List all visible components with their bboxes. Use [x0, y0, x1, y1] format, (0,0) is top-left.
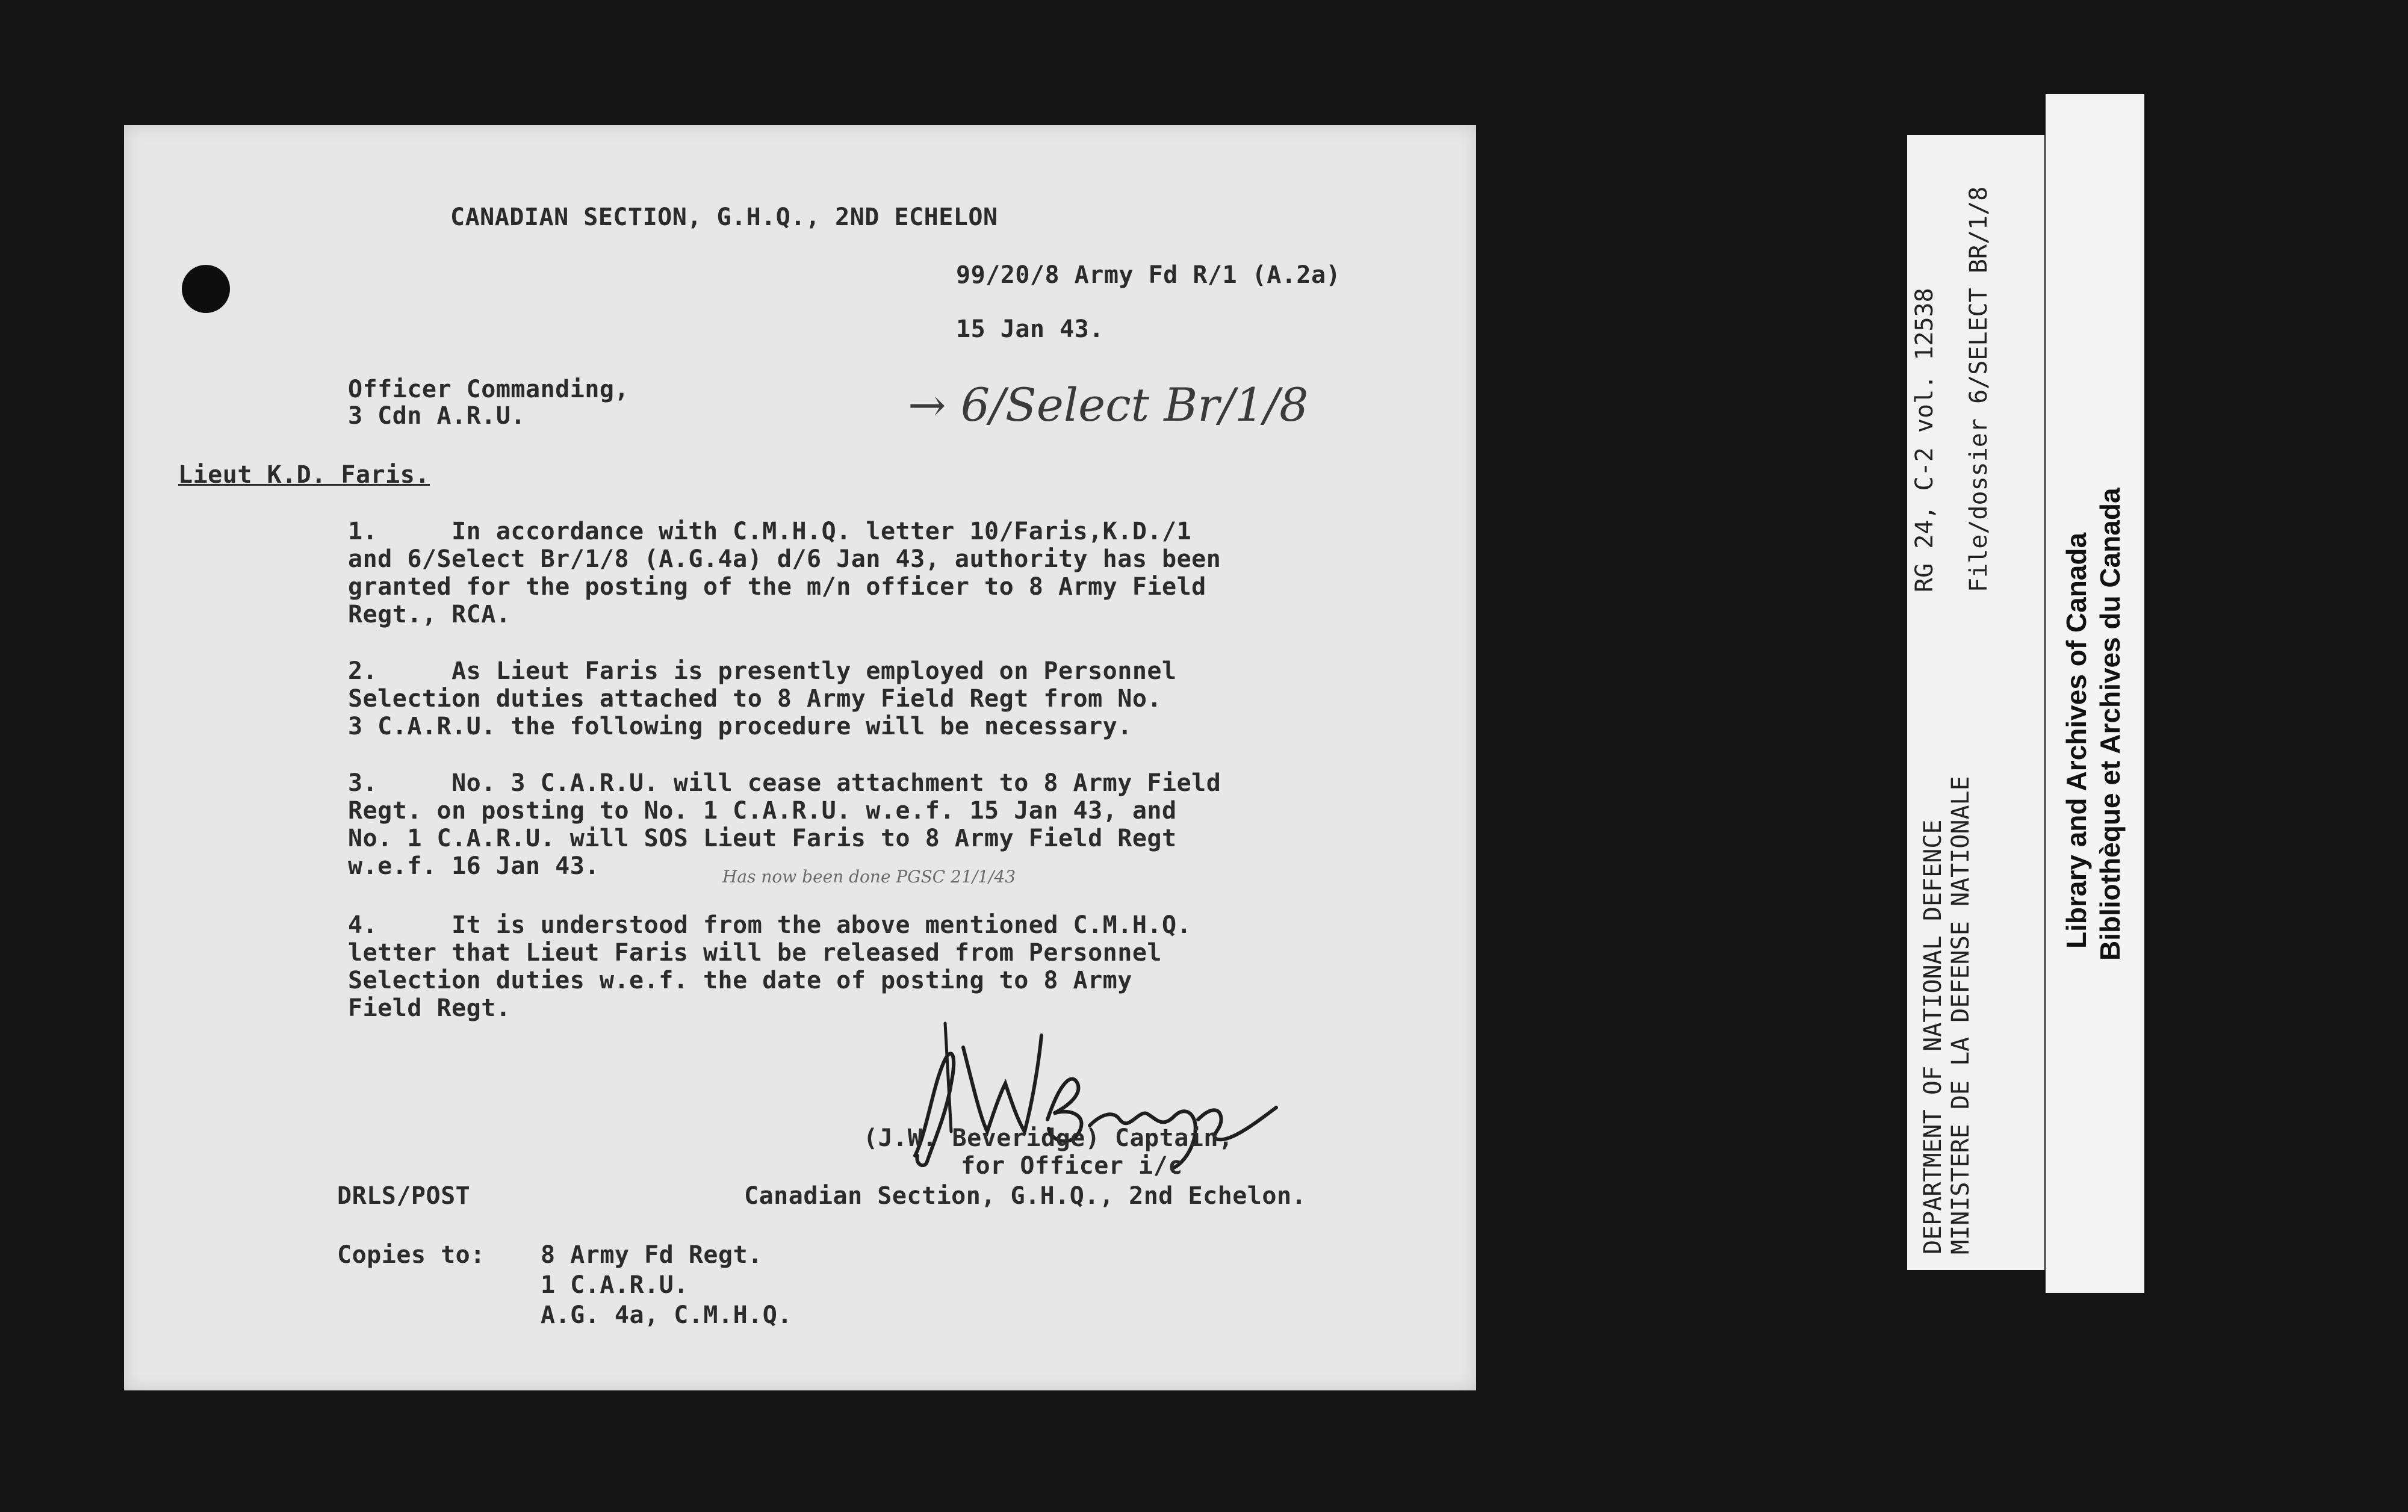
signature-organization: Canadian Section, G.H.Q., 2nd Echelon. [744, 1182, 1307, 1210]
paragraph-4-line-1: 4. It is understood from the above mentioned C.M.H.Q. [348, 911, 1192, 939]
lac-label-french: Bibliothèque et Archives du Canada [2094, 488, 2126, 961]
paragraph-2-line-2: Selection duties attached to 8 Army Field Regt from No. [348, 685, 1162, 713]
archive-label-file: File/dossier 6/SELECT BR/1/8 [1965, 186, 1993, 592]
addressee-line-2: 3 Cdn A.R.U. [348, 402, 526, 430]
archive-label-record-group: RG 24, C-2 vol. 12538 [1911, 288, 1938, 592]
copies-item-1: 8 Army Fd Regt. [541, 1241, 763, 1269]
paragraph-3-line-3: No. 1 C.A.R.U. will SOS Lieut Faris to 8 Army Field Regt [348, 825, 1177, 852]
paragraph-3-line-2: Regt. on posting to No. 1 C.A.R.U. w.e.f. 15 Jan 43, and [348, 797, 1177, 825]
addressee-line-1: Officer Commanding, [348, 376, 630, 403]
copies-label: Copies to: [337, 1241, 485, 1269]
dispatch-method: DRLS/POST [337, 1182, 471, 1210]
punch-hole [182, 265, 230, 313]
copies-item-2: 1 C.A.R.U. [541, 1271, 689, 1299]
paragraph-1-line-3: granted for the posting of the m/n officer to 8 Army Field [348, 573, 1206, 601]
paragraph-2-line-1: 2. As Lieut Faris is presently employed on Personnel [348, 657, 1177, 685]
document-date: 15 Jan 43. [956, 315, 1104, 343]
file-reference: 99/20/8 Army Fd R/1 (A.2a) [956, 261, 1341, 289]
subject-line: Lieut K.D. Faris. [178, 461, 430, 489]
lac-label [2046, 94, 2144, 1293]
paragraph-1-line-2: and 6/Select Br/1/8 (A.G.4a) d/6 Jan 43, authority has been [348, 545, 1221, 573]
signature-name: (J.W. Beveridge) Captain, [863, 1124, 1233, 1152]
document-heading: CANADIAN SECTION, G.H.Q., 2ND ECHELON [450, 203, 998, 231]
paragraph-3-line-4: w.e.f. 16 Jan 43. [348, 852, 600, 880]
archive-label-ministere: MINISTERE DE LA DEFENSE NATIONALE [1947, 776, 1975, 1254]
paragraph-4-line-4: Field Regt. [348, 994, 511, 1022]
signature-for: for Officer i/c [961, 1152, 1183, 1180]
paragraph-1-line-1: 1. In accordance with C.M.H.Q. letter 10/Faris,K.D./1 [348, 518, 1192, 545]
archive-label-department: DEPARTMENT OF NATIONAL DEFENCE [1919, 819, 1947, 1254]
handwritten-margin-note: Has now been done PGSC 21/1/43 [722, 867, 1016, 887]
paragraph-1-line-4: Regt., RCA. [348, 601, 511, 628]
paragraph-3-line-1: 3. No. 3 C.A.R.U. will cease attachment to 8 Army Field [348, 769, 1221, 797]
lac-label-english: Library and Archives of Canada [2061, 532, 2092, 949]
paragraph-4-line-2: letter that Lieut Faris will be released from Personnel [348, 939, 1162, 967]
paragraph-2-line-3: 3 C.A.R.U. the following procedure will be necessary. [348, 713, 1132, 740]
paragraph-4-line-3: Selection duties w.e.f. the date of posting to 8 Army [348, 967, 1132, 994]
handwritten-file-reference: → 6/Select Br/1/8 [908, 378, 1309, 432]
archive-reference-label [1907, 135, 2044, 1270]
copies-item-3: A.G. 4a, C.M.H.Q. [541, 1301, 792, 1329]
